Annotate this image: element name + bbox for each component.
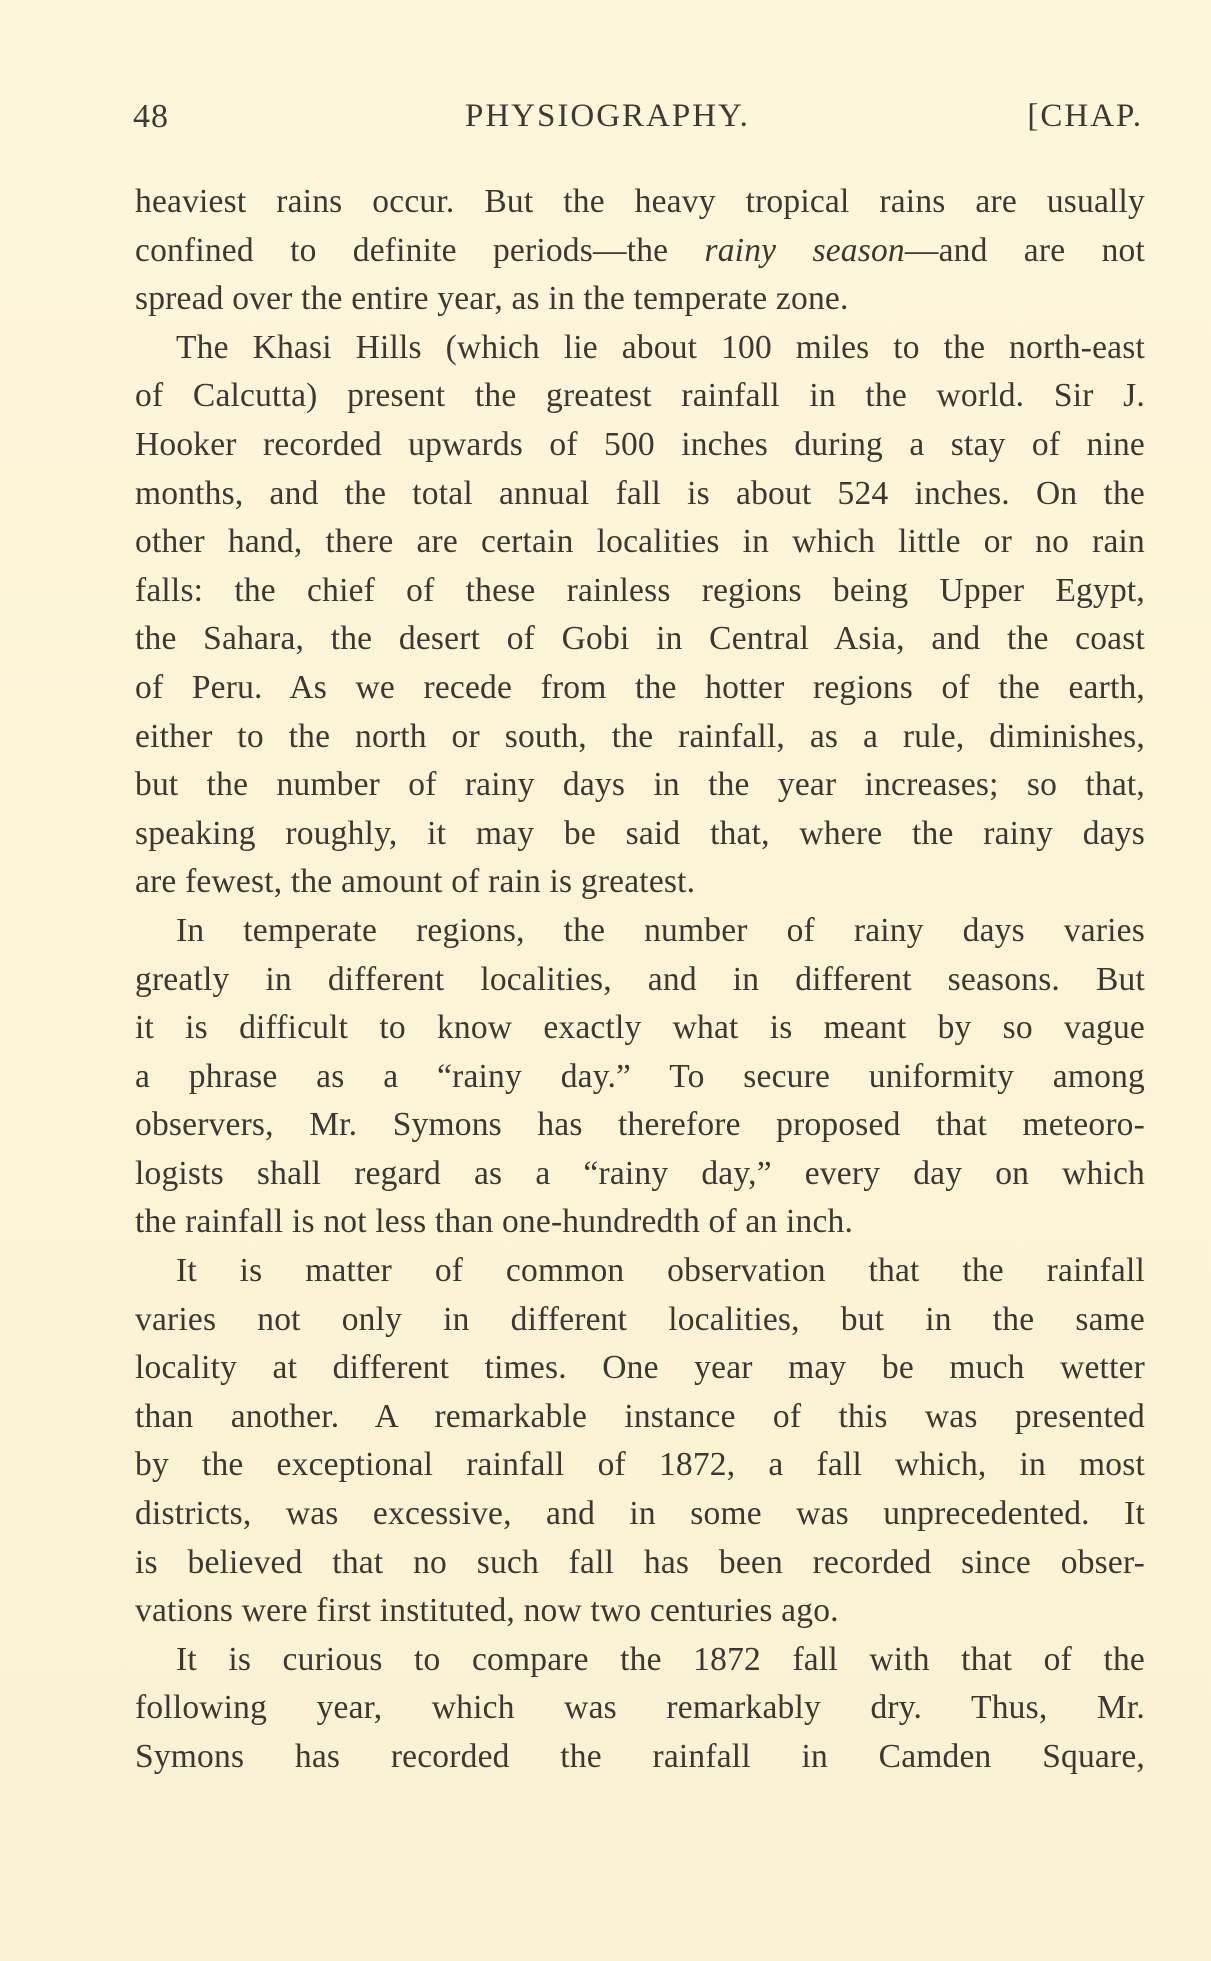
text-line: months, and the total annual fall is about 524 inches. On the bbox=[135, 474, 1145, 512]
text-line: Hooker recorded upwards of 500 inches during a stay of nine bbox=[135, 425, 1145, 463]
text-line: heaviest rains occur. But the heavy tropical rains are usually bbox=[135, 183, 1145, 220]
page-number: 48 bbox=[133, 98, 169, 135]
paragraph-start: The Khasi Hills (which lie about 100 miles to the north-east bbox=[176, 328, 1145, 366]
text-line: spread over the entire year, as in the temperate zone. bbox=[135, 280, 849, 318]
paragraph-start: It is matter of common observation that the rainfall bbox=[176, 1252, 1145, 1290]
text-line: either to the north or south, the rainfall, as a rule, diminishes, bbox=[135, 717, 1145, 755]
text-fragment: confined to definite periods—the bbox=[135, 231, 705, 269]
italic-term-rainy-season: rainy season bbox=[704, 231, 905, 269]
text-line: but the number of rainy days in the year increases; so that, bbox=[135, 766, 1145, 804]
text-line: is believed that no such fall has been recorded since obser- bbox=[135, 1543, 1145, 1581]
text-line: logists shall regard as a “rainy day,” every day on which bbox=[135, 1154, 1145, 1192]
text-line: are fewest, the amount of rain is greatest. bbox=[135, 863, 696, 901]
text-line: falls: the chief of these rainless regions being Upper Egypt, bbox=[135, 571, 1145, 609]
paragraph-start: In temperate regions, the number of rainy days varies bbox=[176, 911, 1145, 949]
text-line: by the exceptional rainfall of 1872, a fall which, in most bbox=[135, 1446, 1145, 1484]
text-line: it is difficult to know exactly what is meant by so vague bbox=[135, 1009, 1145, 1047]
text-line: greatly in different localities, and in different seasons. But bbox=[135, 960, 1145, 998]
text-line: than another. A remarkable instance of this was presented bbox=[135, 1397, 1145, 1435]
text-line: Symons has recorded the rainfall in Camden Square, bbox=[135, 1738, 1145, 1775]
text-line: the rainfall is not less than one-hundredth of an inch. bbox=[135, 1203, 854, 1241]
text-line: vations were first instituted, now two centuries ago. bbox=[135, 1592, 839, 1630]
text-line: following year, which was remarkably dry. Thus, Mr. bbox=[135, 1689, 1145, 1727]
chapter-mark: [CHAP. bbox=[1027, 98, 1143, 134]
text-line: observers, Mr. Symons has therefore proposed that meteoro- bbox=[135, 1106, 1145, 1144]
text-line: a phrase as a “rainy day.” To secure uniformity among bbox=[135, 1057, 1145, 1095]
text-fragment: —and are not bbox=[904, 231, 1145, 269]
running-title: PHYSIOGRAPHY. bbox=[465, 98, 750, 134]
text-line: of Peru. As we recede from the hotter regions of the earth, bbox=[135, 668, 1145, 706]
text-line: varies not only in different localities, but in the same bbox=[135, 1300, 1145, 1338]
text-line: districts, was excessive, and in some was unprecedented. It bbox=[135, 1495, 1145, 1533]
text-line-with-italic bbox=[135, 227, 1145, 276]
body-text bbox=[135, 178, 1145, 1782]
text-line: the Sahara, the desert of Gobi in Central Asia, and the coast bbox=[135, 620, 1145, 658]
text-line: other hand, there are certain localities in which little or no rain bbox=[135, 523, 1145, 561]
text-line: locality at different times. One year may be much wetter bbox=[135, 1349, 1145, 1387]
text-line: speaking roughly, it may be said that, where the rainy days bbox=[135, 814, 1145, 852]
paragraph-start: It is curious to compare the 1872 fall with that of the bbox=[176, 1640, 1145, 1678]
text-line: of Calcutta) present the greatest rainfall in the world. Sir J. bbox=[135, 377, 1145, 415]
running-head bbox=[133, 98, 1143, 148]
